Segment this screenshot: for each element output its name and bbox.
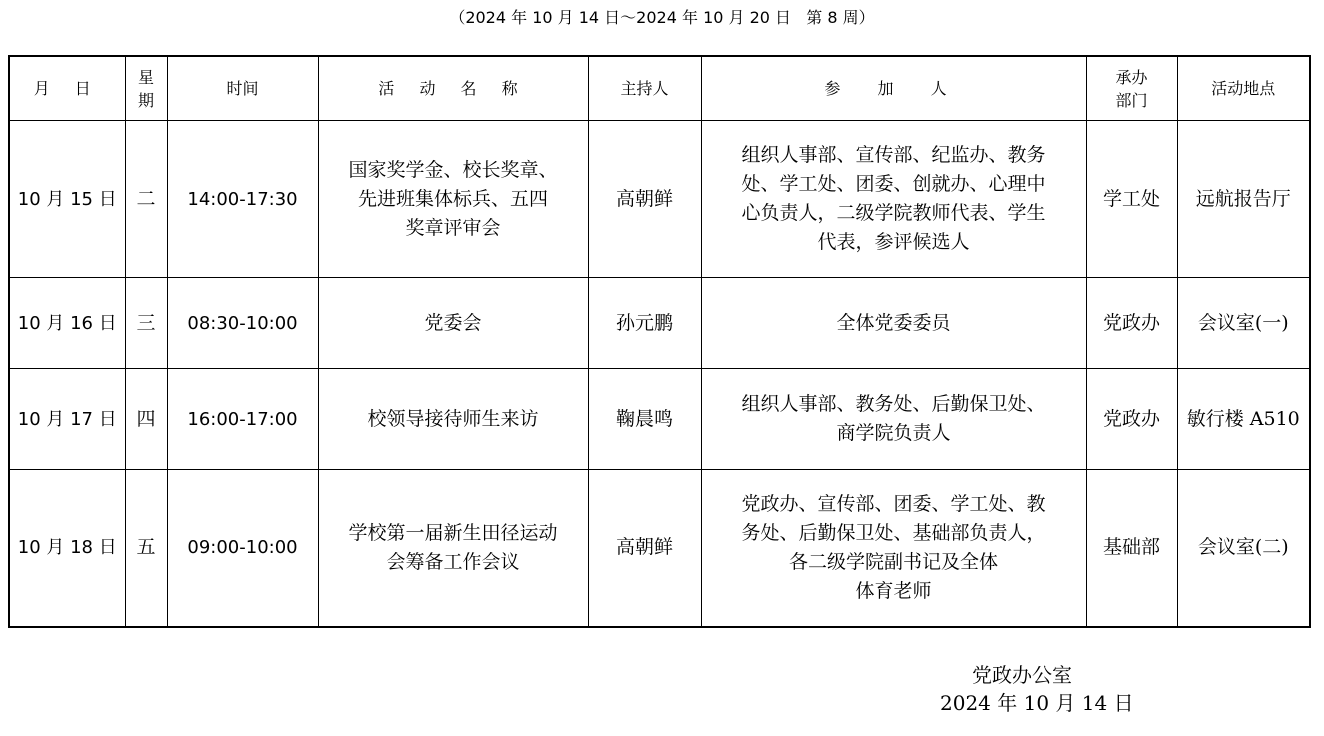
header-date: 月 日: [9, 56, 125, 121]
cell-location: 远航报告厅: [1177, 121, 1310, 278]
table-header-row: [9, 56, 1310, 121]
cell-department: 党政办: [1086, 278, 1177, 369]
cell-host: 高朝鲜: [588, 121, 701, 278]
header-department: 承办 部门: [1086, 56, 1177, 121]
cell-date: 10 月 16 日: [9, 278, 125, 369]
header-host: 主持人: [588, 56, 701, 121]
table-row: [9, 369, 1310, 470]
cell-time: 14:00-17:30: [167, 121, 318, 278]
header-location: 活动地点: [1177, 56, 1310, 121]
header-activity: 活 动 名 称: [318, 56, 588, 121]
cell-date: 10 月 17 日: [9, 369, 125, 470]
cell-department: 党政办: [1086, 369, 1177, 470]
table-row: [9, 278, 1310, 369]
cell-participants: 党政办、宣传部、团委、学工处、教 务处、后勤保卫处、基础部负责人， 各二级学院副书记及全体 体育老师: [701, 470, 1086, 627]
cell-date: 10 月 15 日: [9, 121, 125, 278]
cell-department: 基础部: [1086, 470, 1177, 627]
table-row: [9, 121, 1310, 278]
cell-weekday: 五: [125, 470, 167, 627]
cell-weekday: 三: [125, 278, 167, 369]
schedule-week-subtitle: （2024 年 10 月 14 日～2024 年 10 月 20 日 第 8 周）: [449, 8, 875, 27]
cell-activity: 学校第一届新生田径运动 会筹备工作会议: [318, 470, 588, 627]
cell-host: 高朝鲜: [588, 470, 701, 627]
cell-weekday: 四: [125, 369, 167, 470]
cell-time: 16:00-17:00: [167, 369, 318, 470]
cell-activity: 国家奖学金、校长奖章、 先进班集体标兵、五四 奖章评审会: [318, 121, 588, 278]
header-time: 时间: [167, 56, 318, 121]
issue-date: 2024 年 10 月 14 日: [940, 691, 1134, 715]
cell-location: 会议室(一): [1177, 278, 1310, 369]
header-participants: 参 加 人: [701, 56, 1086, 121]
cell-activity: 校领导接待师生来访: [318, 369, 588, 470]
cell-host: 孙元鹏: [588, 278, 701, 369]
header-weekday: 星 期: [125, 56, 167, 121]
cell-host: 鞠晨鸣: [588, 369, 701, 470]
issuing-office: 党政办公室: [972, 663, 1072, 687]
weekly-schedule-table: [8, 55, 1311, 628]
cell-time: 08:30-10:00: [167, 278, 318, 369]
cell-participants: 组织人事部、宣传部、纪监办、教务 处、学工处、团委、创就办、心理中 心负责人，二级学院教师代表、学生 代表，参评候选人: [701, 121, 1086, 278]
cell-participants: 全体党委委员: [701, 278, 1086, 369]
cell-weekday: 二: [125, 121, 167, 278]
cell-time: 09:00-10:00: [167, 470, 318, 627]
cell-location: 敏行楼 A510: [1177, 369, 1310, 470]
cell-participants: 组织人事部、教务处、后勤保卫处、 商学院负责人: [701, 369, 1086, 470]
cell-department: 学工处: [1086, 121, 1177, 278]
table-row: [9, 470, 1310, 627]
cell-date: 10 月 18 日: [9, 470, 125, 627]
cell-activity: 党委会: [318, 278, 588, 369]
cell-location: 会议室(二): [1177, 470, 1310, 627]
